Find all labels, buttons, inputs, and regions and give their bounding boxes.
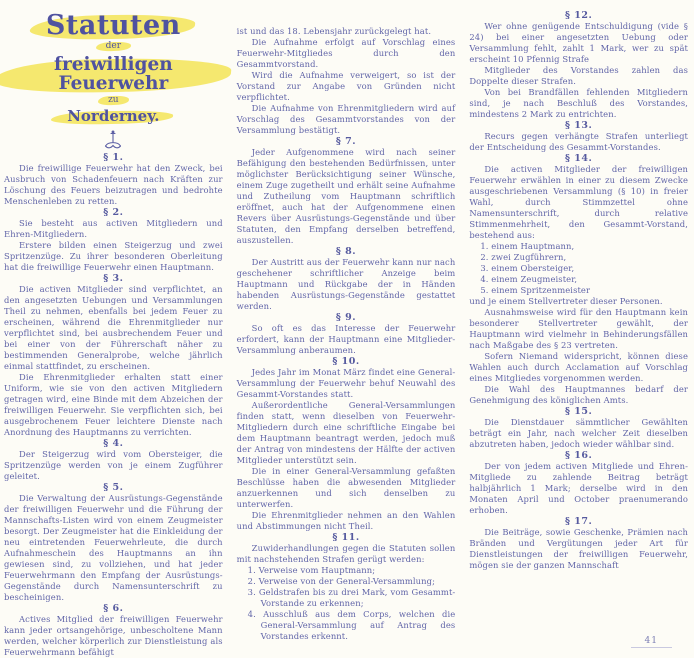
paragraph: Die Aufnahme erfolgt auf Vorschlag eines Feuerwehr-Mitgliedes durch den Gesammtvorstand. — [236, 37, 456, 69]
list-item: 2. Verweise von der General-Versammlung; — [247, 576, 436, 586]
title-highlight — [102, 96, 125, 105]
paragraph: Jeder Aufgenommene wird nach seiner Befähigung den bestehenden Bedürfnissen, unter möglichster Berücksichtigung seiner Wünsche, einem Zuge zugetheilt und erhält seine Aufnahme und Zutheilung vom Hauptmann schriftlich eröffnet, auch hat der Aufgenommene einen Revers über Ausrüstungs-Gegenstände und über Statuten, den Empfang derselben betreffend, auszustellen. — [236, 147, 456, 245]
section-heading: § 11. — [332, 532, 360, 543]
section-heading: § 3. — [103, 272, 124, 284]
paragraph: Sie besteht aus activen Mitgliedern und Ehren-Mitgliedern. — [4, 217, 223, 239]
column-1-text — [4, 152, 223, 658]
list-item: 3. Geldstrafen bis zu drei Mark, vom Gesammt-Vorstande zu erkennen; — [247, 587, 456, 608]
paragraph: ist und das 18. Lebensjahr zurückgelegt hat. — [236, 26, 432, 36]
paragraph: Ausnahmsweise wird für den Hauptmann kein besonderer Stellvertreter gewählt, der Hauptmann wird vielmehr in Behinderungsfällen nach Maßgabe des § 23 vertreten. — [469, 307, 689, 350]
list-item: 4. einem Zeugmeister, — [480, 274, 578, 284]
statute-list — [237, 565, 456, 642]
title-der — [4, 42, 223, 51]
paragraph: Die Wahl des Hauptmannes bedarf der Genehmigung des königlichen Amts. — [469, 384, 689, 405]
paragraph: Die Aufnahme von Ehrenmitgliedern wird auf Vorschlag des Gesammtvorstandes von der Versammlung bestätigt. — [236, 103, 456, 135]
paragraph: So oft es das Interesse der Feuerwehr erfordert, kann der Hauptmann eine Mitglieder-Versammlung anberaumen. — [236, 323, 456, 355]
page-number: 41 — [631, 636, 672, 648]
title-highlight — [100, 42, 127, 51]
title-line-1: Statuten — [45, 10, 181, 41]
column-2 — [237, 4, 456, 650]
title-line-3: freiwilligen Feuerwehr — [53, 53, 173, 95]
section-heading: § 7. — [335, 136, 357, 147]
paragraph: Die Ehrenmitglieder erhalten statt einer Uniform, wie sie von den activen Mitgliedern getragen wird, eine Binde mit dem Abzeichen der freiwilligen Feuerwehr. Sie verpflichten sich, bei ausgebrochenem Feuer leichtere Dienste nach Anordnung des Hauptmanns zu verrichten. — [4, 371, 223, 437]
section-heading: § 14. — [565, 153, 593, 164]
paragraph: Von bei Brandfällen fehlenden Mitgliedern sind, je nach Beschluß des Vorstandes, mindestens 2 Mark zu entrichten. — [469, 87, 689, 119]
section-heading: § 17. — [565, 516, 593, 527]
paragraph: Zuwiderhandlungen gegen die Statuten sollen mit nachstehenden Strafen gerügt werden: — [236, 543, 456, 564]
paragraph: Recurs gegen verhängte Strafen unterliegt der Entscheidung des Gesammt-Vorstandes. — [469, 131, 689, 152]
section-heading: § 16. — [565, 450, 593, 461]
paragraph: Erstere bilden einen Steigerzug und zwei Spritzenzüge. Zu ihrer besonderen Oberleitung hat die freiwillige Feuerwehr einen Hauptmann. — [4, 239, 223, 272]
section-heading: § 4. — [103, 437, 124, 449]
paragraph: Die in einer General-Versammlung gefaßten Beschlüsse haben die abwesenden Mitglieder anzuerkennen und sich denselben zu unterwerfen. — [236, 466, 456, 509]
title-feuerwehr — [4, 55, 223, 94]
section-heading: § 1. — [103, 151, 124, 163]
paragraph: Wer ohne genügende Entschuldigung (vide § 24) bei einer angesetzten Uebung oder Versammlung fehlt, zahlt 1 Mark, wer zu spät erscheint 10 Pfennig Strafe — [469, 21, 689, 64]
title-statuten — [4, 12, 223, 40]
section-heading: § 10. — [332, 356, 360, 367]
paragraph: Die activen Mitglieder der freiwilligen Feuerwehr erwählen in einer zu diesem Zwecke ausgeschriebenen Versammlung (§ 10) in freier Wahl, durch Stimmzettel ohne Namensunterschrift, durch relative Stimmenmehrheit, den Gesammt-Vorstand, bestehend aus: — [469, 164, 689, 240]
statute-list — [469, 241, 688, 296]
section-heading: § 12. — [565, 10, 593, 21]
section-heading: § 2. — [103, 206, 124, 218]
paragraph: Die Verwaltung der Ausrüstungs-Gegenstände der freiwilligen Feuerwehr und die Führung der Mannschafts-Listen wird von einem Zeugmeister besorgt. Der Zeugmeister hat die Einkleidung der neu eintretenden Feuerwehrleute, die durch Aufnahmeschein des Hauptmanns an ihn gewiesen sind, zu vollziehen, und hat jeder Feuerwehrmann den Empfang der Ausrüstungs-Gegenstände durch Namensunterschrift zu bescheinigen. — [4, 492, 223, 602]
section-heading: § 9. — [335, 312, 357, 323]
paragraph: Der Steigerzug wird vom Obersteiger, die Spritzenzüge werden von je einem Zugführer geleitet. — [4, 448, 223, 481]
paragraph: Die Beiträge, sowie Geschenke, Prämien nach Bränden und Vergütungen jeder Art für Dienstleistungen der freiwilligen Feuerwehr, mögen sie der ganzen Mannschaft — [469, 527, 689, 570]
title-line-5: Norderney. — [67, 107, 160, 126]
paragraph: Sofern Niemand widerspricht, können diese Wahlen auch durch Acclamation auf Vorschlag eines Mitgliedes vorgenommen werden. — [469, 351, 689, 383]
paragraph: Die freiwillige Feuerwehr hat den Zweck, bei Ausbruch von Schadenfeuern nach Kräften zur Löschung des Feuers beizutragen und bedrohte Menschenleben zu retten. — [4, 162, 223, 206]
section-heading: § 8. — [335, 246, 357, 257]
list-item: 5. einem Spritzenmeister — [480, 285, 591, 295]
list-item: 2. zwei Zugführern, — [480, 252, 567, 262]
paragraph: Die Dienstdauer sämmtlicher Gewählten beträgt ein Jahr, nach welcher Zeit dieselben abzutreten haben, jedoch wieder wählbar sind. — [469, 417, 689, 449]
title-norderney — [4, 109, 223, 125]
paragraph: Der Austritt aus der Feuerwehr kann nur nach geschehener schriftlicher Anzeige beim Hauptmann und Rückgabe der in Händen habenden Ausrüstungs-Gegenstände gestattet werden. — [236, 257, 456, 311]
column-1 — [4, 4, 223, 657]
title-line-2: der — [105, 41, 122, 52]
column-3-text — [469, 10, 688, 571]
paragraph: Wird die Aufnahme verweigert, so ist der Vorstand zur Angabe von Gründen nicht verpflichtet. — [236, 70, 456, 102]
document-title-block — [4, 4, 223, 152]
title-line-4: zu — [108, 94, 119, 105]
paragraph: Außerordentliche General-Versammlungen finden statt, wenn dieselben von Feuerwehr-Mitgliedern durch eine schriftliche Eingabe bei dem Hauptmann beantragt werden, jedoch muß der Antrag von mindestens der Hälfte der activen Mitglieder unterstützt sein. — [236, 400, 456, 465]
list-item: 1. einem Hauptmann, — [480, 241, 575, 251]
section-heading: § 6. — [103, 602, 124, 614]
column-2-text — [237, 26, 456, 642]
paragraph: Actives Mitglied der freiwilligen Feuerwehr kann jeder ortsangehörige, unbescholtene Mann werden, welcher körperlich zur Dienstleistung als Feuerwehrmann befähigt — [4, 613, 223, 657]
column-3 — [469, 4, 688, 650]
title-zu — [4, 96, 223, 105]
section-heading: § 15. — [565, 406, 593, 417]
title-highlight — [4, 55, 223, 94]
paragraph: Jedes Jahr im Monat März findet eine General-Versammlung der Feuerwehr behuf Neuwahl des Gesammt-Vorstandes statt. — [236, 367, 456, 399]
paragraph: Die activen Mitglieder sind verpflichtet, an den angesetzten Uebungen und Versammlungen Theil zu nehmen, ebenfalls bei jedem Feuer zu erscheinen, während die Ehrenmitglieder nur verpflichtet sind, bei ausbrechendem Feuer und bei einer von der Führerschaft näher zu bestimmenden Generalprobe, welche jährlich einmal stattfindet, zu erscheinen. — [4, 283, 223, 371]
paragraph: Der von jedem activen Mitgliede und Ehren-Mitgliede zu zahlende Beitrag beträgt halbjährlich 1 Mark; derselbe wird in den Monaten April und October praenumerando erhoben. — [469, 461, 689, 515]
title-highlight — [61, 109, 165, 125]
fleuron-ornament-icon — [102, 130, 124, 152]
paragraph: Mitglieder des Vorstandes zahlen das Doppelte dieser Strafen. — [469, 65, 689, 86]
section-heading: § 13. — [565, 120, 593, 131]
section-heading: § 5. — [103, 481, 124, 493]
title-highlight — [40, 12, 187, 40]
list-item: 4. Ausschluß aus dem Corps, welchen die General-Versammlung auf Antrag des Vorstandes erkennt. — [247, 609, 456, 641]
paragraph: und je einem Stellvertreter dieser Personen. — [469, 296, 663, 306]
list-item: 1. Verweise vom Hauptmann; — [247, 565, 376, 575]
list-item: 3. einem Obersteiger, — [480, 263, 575, 273]
paragraph: Die Ehrenmitglieder nehmen an den Wahlen und Abstimmungen nicht Theil. — [236, 510, 456, 531]
